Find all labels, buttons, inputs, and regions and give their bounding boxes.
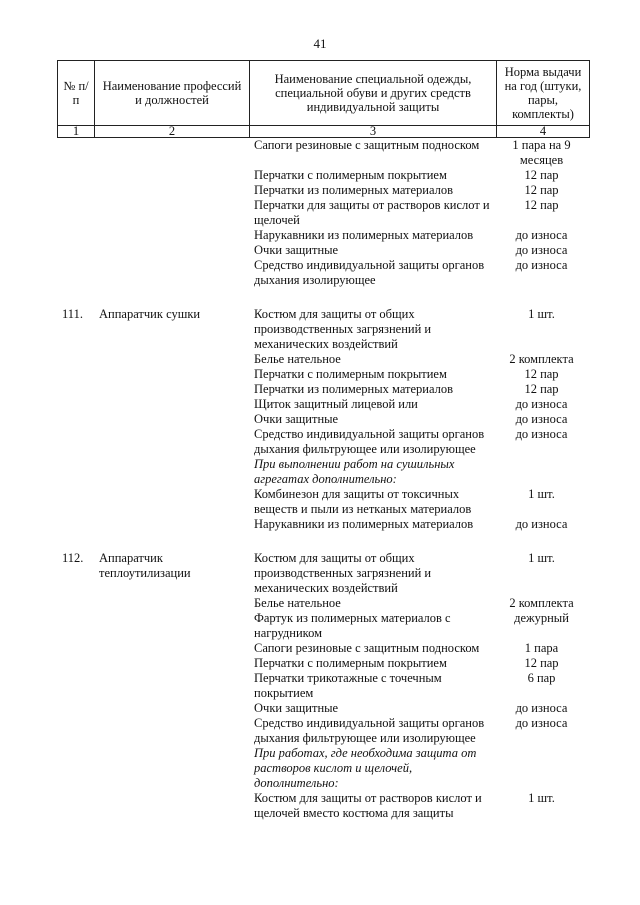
header-norm: Норма выдачи на год (штуки, пары, комплекты) xyxy=(497,61,590,126)
equipment-item xyxy=(254,352,589,367)
equipment-item xyxy=(254,307,589,352)
equipment-list xyxy=(254,307,589,532)
profession-name: Аппаратчик теплоутилизации xyxy=(99,551,191,580)
equipment-name: Перчатки трикотажные с точечным покрытием xyxy=(254,671,442,700)
equipment-item xyxy=(254,551,589,596)
table-body xyxy=(57,138,589,821)
issue-norm: 1 шт. xyxy=(528,791,555,805)
page-number: 41 xyxy=(313,36,327,51)
header-equipment: Наименование специальной одежды, специальной обуви и других средств индивидуальной защиты xyxy=(250,61,497,126)
profession-group xyxy=(57,307,589,532)
equipment-item xyxy=(254,701,589,716)
issue-norm: 1 шт. xyxy=(528,307,555,321)
column-number: 1 xyxy=(58,126,95,138)
ppe-table xyxy=(57,60,589,821)
equipment-name: Нарукавники из полимерных материалов xyxy=(254,228,474,242)
profession-group xyxy=(57,551,589,821)
issue-norm: 2 комплекта xyxy=(509,596,574,610)
row-number: 111. xyxy=(62,307,83,321)
equipment-name: Костюм для защиты от общих производственных загрязнений и механических воздействий xyxy=(254,307,432,351)
equipment-name: Очки защитные xyxy=(254,701,339,715)
header-profession: Наименование профессий и должностей xyxy=(95,61,250,126)
issue-norm: 12 пар xyxy=(524,367,559,381)
issue-norm: 12 пар xyxy=(524,656,559,670)
condition-note: При работах, где необходима защита от растворов кислот и щелочей, дополнительно: xyxy=(254,746,477,790)
equipment-name: Нарукавники из полимерных материалов xyxy=(254,517,474,531)
issue-norm: до износа xyxy=(515,517,568,531)
equipment-item xyxy=(254,487,589,517)
issue-norm: до износа xyxy=(515,397,568,411)
equipment-name: Белье нательное xyxy=(254,352,341,366)
profession-name: Аппаратчик сушки xyxy=(99,307,201,321)
issue-norm: 1 пара xyxy=(524,641,559,655)
equipment-item xyxy=(254,517,589,532)
equipment-name: Щиток защитный лицевой или xyxy=(254,397,418,411)
equipment-item xyxy=(254,791,589,821)
equipment-item xyxy=(254,258,589,288)
equipment-item xyxy=(254,716,589,746)
equipment-name: Сапоги резиновые с защитным подноском xyxy=(254,138,480,152)
row-number: 112. xyxy=(62,551,84,565)
issue-norm: 2 комплекта xyxy=(509,352,574,366)
equipment-item xyxy=(254,641,589,656)
equipment-item xyxy=(254,596,589,611)
equipment-item xyxy=(254,183,589,198)
equipment-name: Сапоги резиновые с защитным подноском xyxy=(254,641,480,655)
equipment-item xyxy=(254,228,589,243)
issue-norm: до износа xyxy=(515,228,568,242)
equipment-list xyxy=(254,138,589,288)
equipment-name: Костюм для защиты от общих производственных загрязнений и механических воздействий xyxy=(254,551,432,595)
equipment-name: Средство индивидуальной защиты органов дыхания фильтрующее или изолирующее xyxy=(254,716,485,745)
equipment-item xyxy=(254,168,589,183)
issue-norm: до износа xyxy=(515,427,568,441)
issue-norm: 12 пар xyxy=(524,168,559,182)
issue-norm: 1 пара на 9 месяцев xyxy=(512,138,571,167)
group-spacer xyxy=(57,288,589,307)
equipment-item xyxy=(254,397,589,412)
equipment-item xyxy=(254,243,589,258)
equipment-item xyxy=(254,138,589,168)
equipment-name: Перчатки из полимерных материалов xyxy=(254,183,454,197)
equipment-name: Комбинезон для защиты от токсичных веществ и пыли из нетканых материалов xyxy=(254,487,472,516)
equipment-item xyxy=(254,611,589,641)
equipment-name: Очки защитные xyxy=(254,412,339,426)
group-spacer xyxy=(57,532,589,551)
issue-norm: дежурный xyxy=(514,611,569,625)
issue-norm: 1 шт. xyxy=(528,551,555,565)
equipment-name: Перчатки с полимерным покрытием xyxy=(254,168,447,182)
issue-norm: до износа xyxy=(515,243,568,257)
issue-norm: до износа xyxy=(515,716,568,730)
table-header xyxy=(57,60,590,138)
issue-norm: 1 шт. xyxy=(528,487,555,501)
equipment-name: Перчатки с полимерным покрытием xyxy=(254,656,447,670)
column-number: 4 xyxy=(497,126,590,138)
header-number: № п/п xyxy=(58,61,95,126)
condition-note: При выполнении работ на сушильных агрегатах дополнительно: xyxy=(254,457,455,486)
issue-norm: 12 пар xyxy=(524,382,559,396)
equipment-item xyxy=(254,367,589,382)
equipment-item xyxy=(254,671,589,701)
issue-norm: 12 пар xyxy=(524,198,559,212)
equipment-name: Перчатки из полимерных материалов xyxy=(254,382,454,396)
equipment-list xyxy=(254,551,589,821)
issue-norm: до износа xyxy=(515,701,568,715)
column-number: 2 xyxy=(95,126,250,138)
equipment-name: Белье нательное xyxy=(254,596,341,610)
issue-norm: до износа xyxy=(515,258,568,272)
equipment-name: Перчатки с полимерным покрытием xyxy=(254,367,447,381)
equipment-name: Перчатки для защиты от растворов кислот и щелочей xyxy=(254,198,490,227)
equipment-name: Фартук из полимерных материалов с нагрудником xyxy=(254,611,451,640)
equipment-item xyxy=(254,412,589,427)
issue-norm: 6 пар xyxy=(527,671,556,685)
equipment-name: Средство индивидуальной защиты органов дыхания изолирующее xyxy=(254,258,485,287)
issue-norm: 12 пар xyxy=(524,183,559,197)
issue-norm: до износа xyxy=(515,412,568,426)
column-number: 3 xyxy=(250,126,497,138)
equipment-name: Средство индивидуальной защиты органов дыхания фильтрующее или изолирующее xyxy=(254,427,485,456)
equipment-item xyxy=(254,656,589,671)
equipment-item xyxy=(254,427,589,457)
equipment-item xyxy=(254,198,589,228)
equipment-name: Очки защитные xyxy=(254,243,339,257)
equipment-item xyxy=(254,382,589,397)
equipment-name: Костюм для защиты от растворов кислот и щелочей вместо костюма для защиты xyxy=(254,791,482,820)
profession-group xyxy=(57,138,589,288)
